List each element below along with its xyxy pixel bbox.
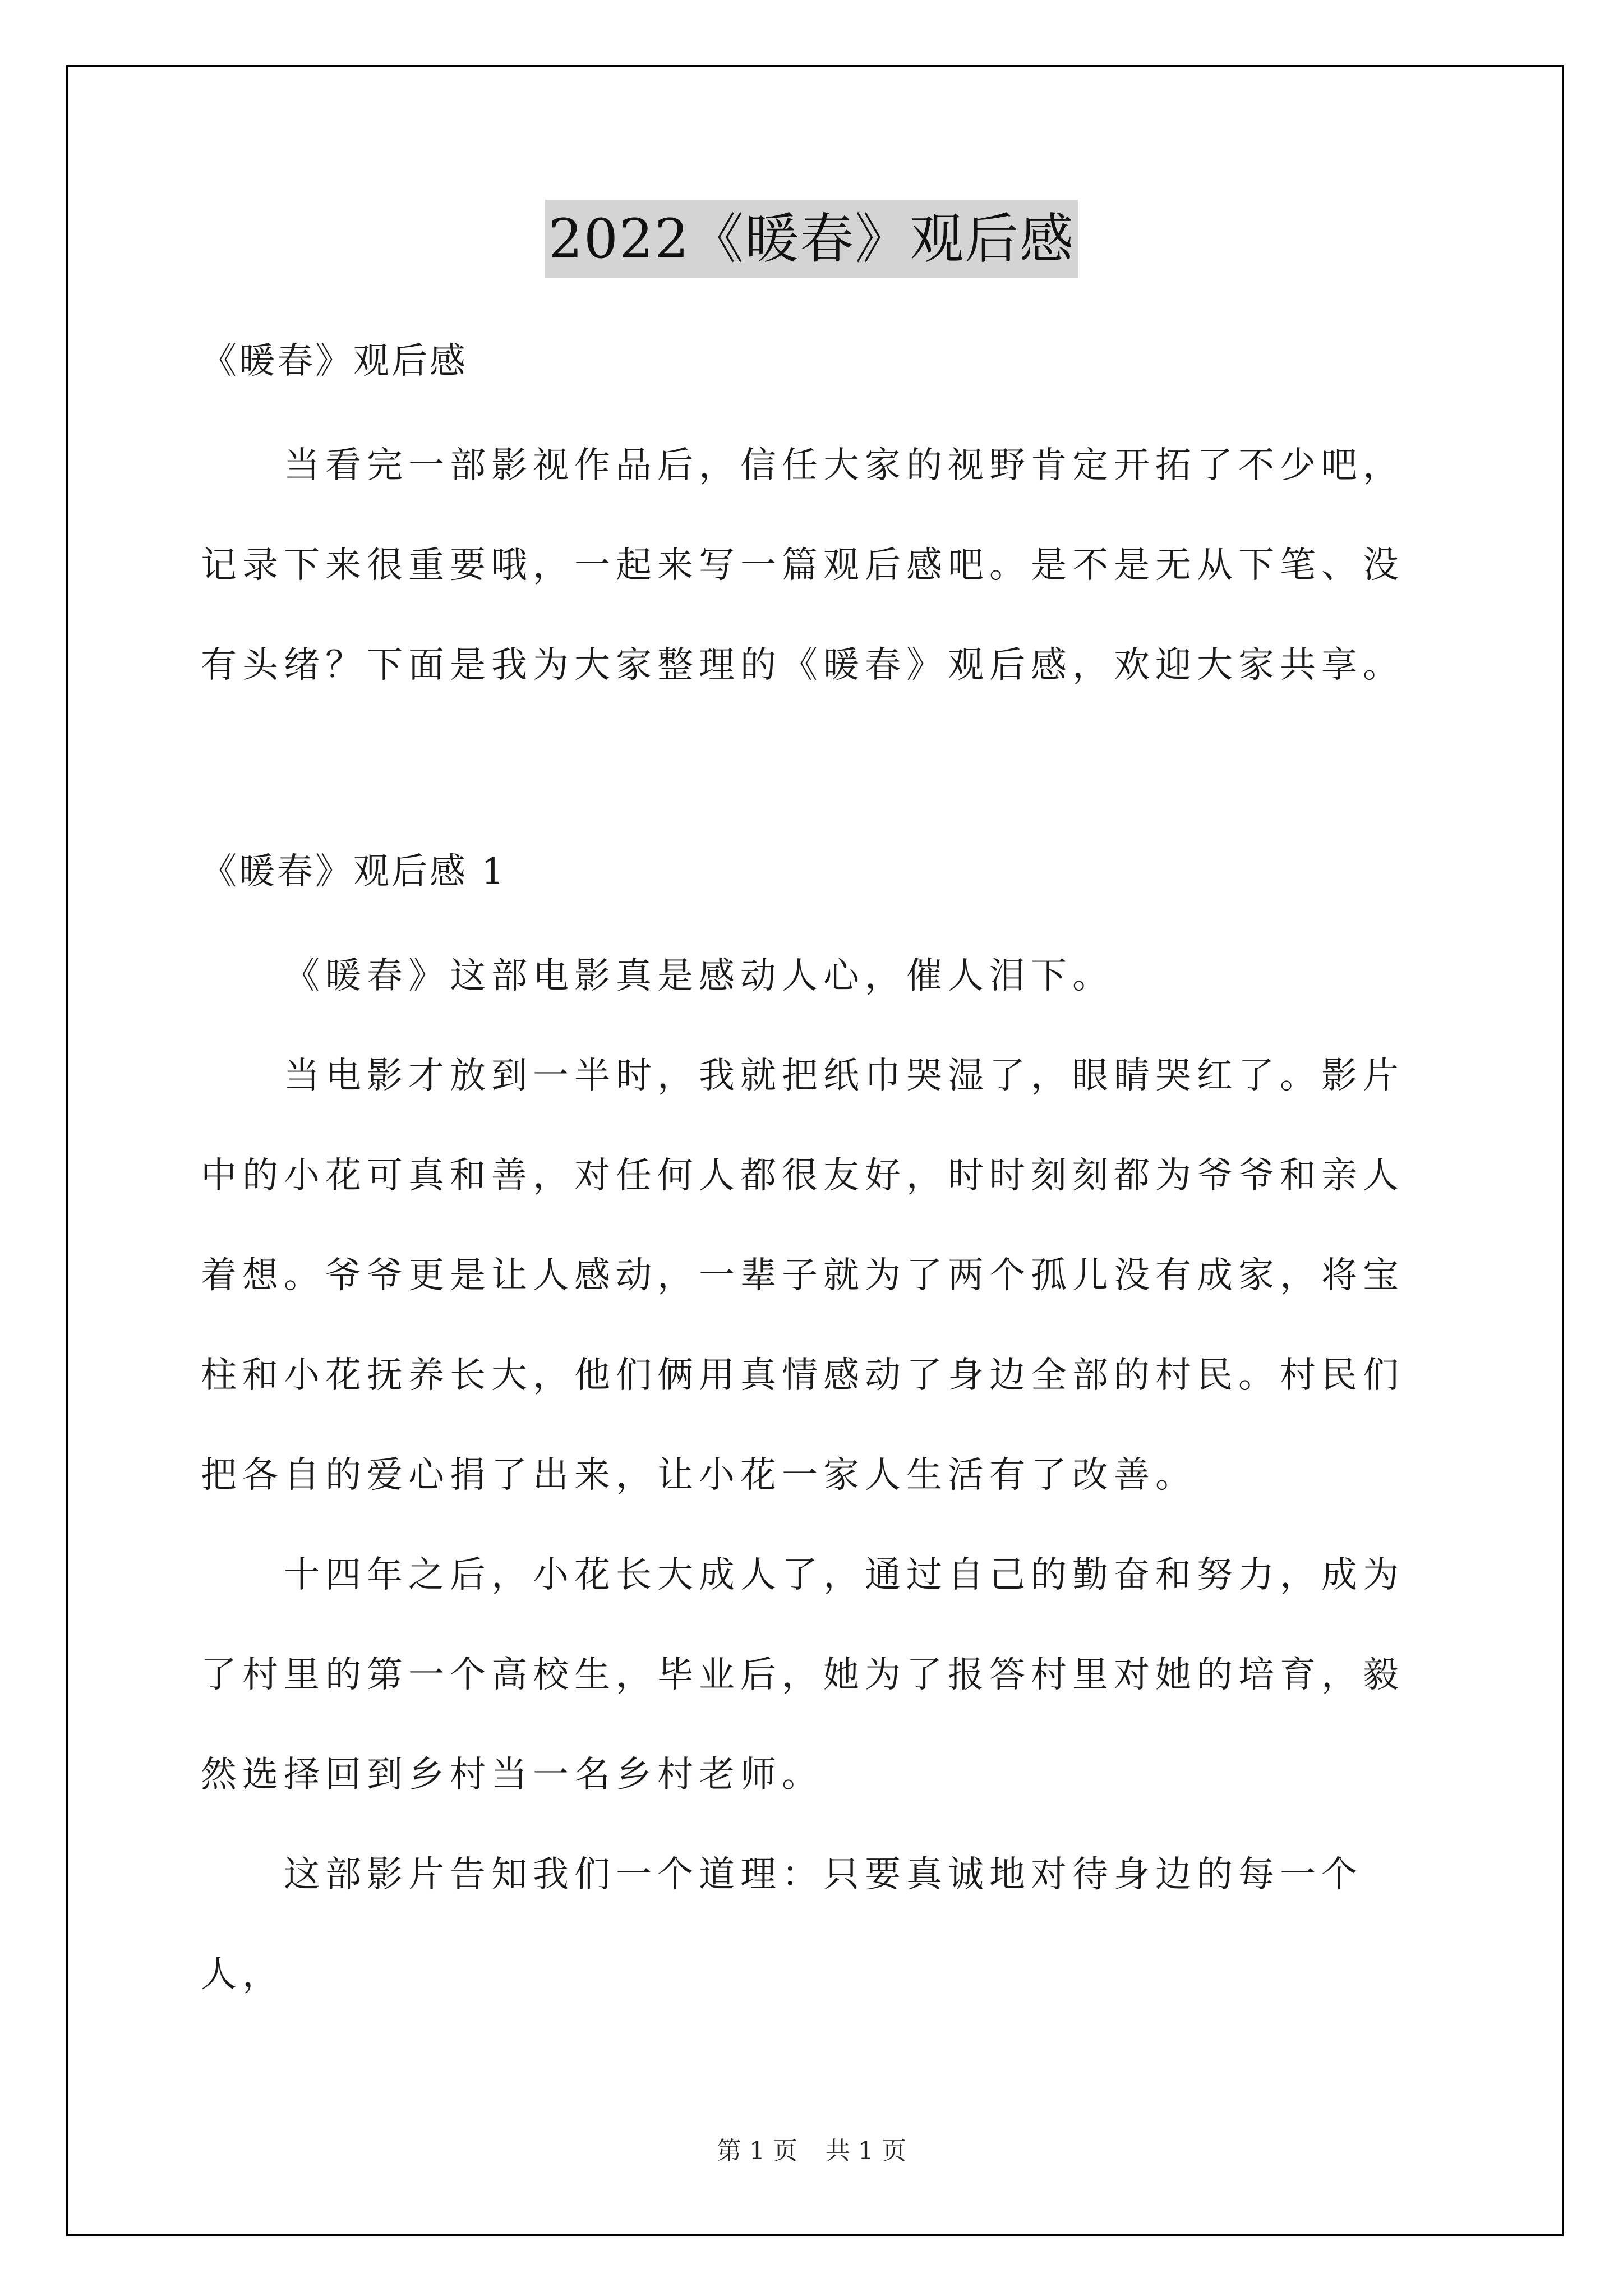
- paragraph: 《暖春》这部电影真是感动人心，催人泪下。: [284, 955, 1114, 997]
- page-footer: [0, 2131, 1623, 2166]
- paragraph: 当电影才放到一半时，我就把纸巾哭湿了，眼睛哭红了。影片中的小花可真和善，对任何人都很友好，时时刻刻都为爷爷和亲人着想。爷爷更是让人感动，一辈子就为了两个孤儿没有成家，将宝柱和小花抚养长大，他们俩用真情感动了身边全部的村民。村民们把各自的爱心捐了出来，让小花一家人生活有了改善。: [201, 1055, 1404, 1496]
- document-body: [201, 311, 1429, 2024]
- title-container: [0, 200, 1623, 278]
- page-total: 共 1 页: [826, 2137, 906, 2165]
- paragraph: 这部影片告知我们一个道理：只要真诚地对待身边的每一个人，: [201, 1854, 1363, 1995]
- intro-paragraph: 当看完一部影视作品后，信任大家的视野肯定开拓了不少吧，记录下来很重要哦，一起来写一篇观后感吧。是不是无从下笔、没有头绪？下面是我为大家整理的《暖春》观后感，欢迎大家共享。: [201, 445, 1404, 686]
- paragraph: 十四年之后，小花长大成人了，通过自己的勤奋和努力，成为了村里的第一个高校生，毕业后，她为了报答村里对她的培育，毅然选择回到乡村当一名乡村老师。: [201, 1554, 1404, 1796]
- document-title: 2022《暖春》观后感: [545, 200, 1078, 278]
- subtitle: 《暖春》观后感: [201, 341, 468, 382]
- page-number: 第 1 页: [717, 2137, 797, 2165]
- section-heading: 《暖春》观后感 1: [201, 851, 507, 892]
